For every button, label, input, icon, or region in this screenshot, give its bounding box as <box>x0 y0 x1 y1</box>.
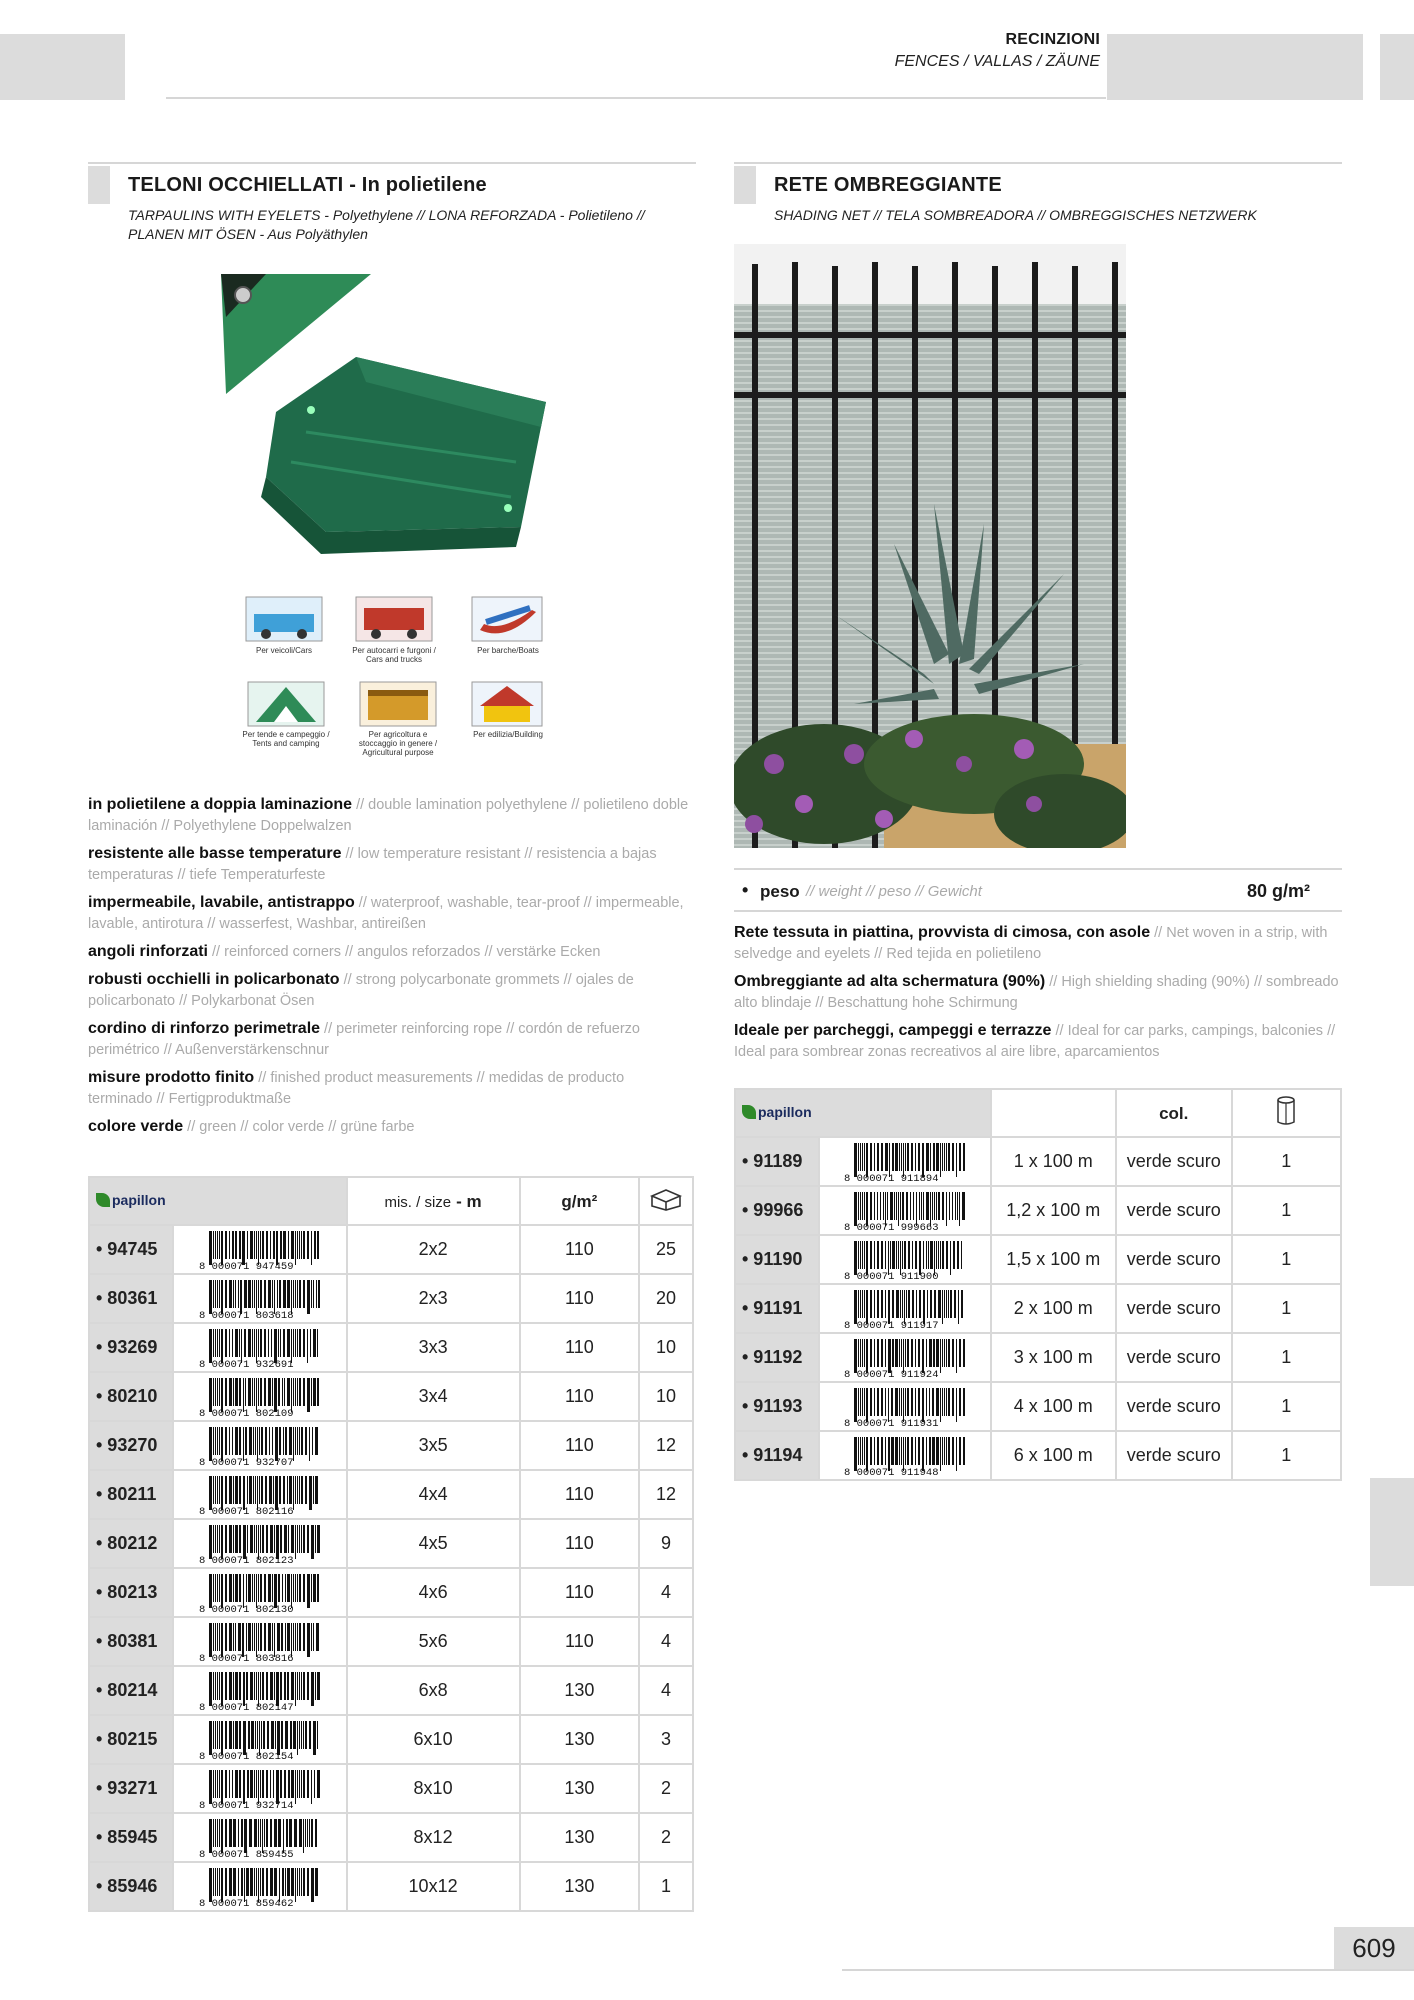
usage-label-building: Per edilizia/Building <box>473 730 543 739</box>
weight-value: 110 <box>520 1617 639 1666</box>
table-row <box>735 1284 1341 1333</box>
barcode <box>197 1278 323 1320</box>
color-value: verde scuro <box>1116 1235 1232 1284</box>
barcode <box>842 1337 968 1379</box>
barcode-cell <box>173 1519 347 1568</box>
table-row <box>89 1372 693 1421</box>
color-value: verde scuro <box>1116 1186 1232 1235</box>
shading-net-subtitle: SHADING NET // TELA SOMBREADORA // OMBREGGISCHES NETZWERK <box>774 207 1257 223</box>
weight-value: 110 <box>520 1421 639 1470</box>
size-value: 3x3 <box>347 1323 520 1372</box>
feature-item: in polietilene a doppia laminazione // double lamination polyethylene // polietileno doble laminación // Polyethylene Doppelwalzen <box>88 796 689 834</box>
weight-value: 110 <box>520 1470 639 1519</box>
pack-quantity: 12 <box>639 1470 693 1519</box>
size-value: 8x12 <box>347 1813 520 1862</box>
product-code: • 85946 <box>89 1862 173 1911</box>
svg-text:8 000071 932714: 8 000071 932714 <box>198 1799 294 1810</box>
color-value: verde scuro <box>1116 1431 1232 1480</box>
barcode <box>197 1621 323 1663</box>
svg-text:8 000071 802154: 8 000071 802154 <box>198 1750 294 1761</box>
header-rule <box>166 97 1106 99</box>
pack-quantity: 20 <box>639 1274 693 1323</box>
usage-label-boats: Per barche/Boats <box>477 646 539 655</box>
pack-quantity: 9 <box>639 1519 693 1568</box>
size-value: 2 x 100 m <box>991 1284 1116 1333</box>
svg-text:8 000071 802130: 8 000071 802130 <box>198 1603 294 1614</box>
shading-net-photo <box>734 244 1126 848</box>
svg-text:8 000071 999663: 8 000071 999663 <box>843 1221 939 1232</box>
usage-label-agriculture: Per agricoltura e stoccaggio in genere / Agricultural purpose <box>358 730 438 757</box>
tarpaulin-title: TELONI OCCHIELLATI - In polietilene <box>128 174 487 196</box>
feature-item: robusti occhielli in policarbonato // strong polycarbonate grommets // ojales de policarbonato // Polykarbonat Ösen <box>88 971 634 1009</box>
pack-quantity: 10 <box>639 1323 693 1372</box>
table-row <box>735 1235 1341 1284</box>
barcode-cell <box>173 1813 347 1862</box>
size-header <box>991 1089 1116 1137</box>
usage-icon-trucks <box>356 597 432 641</box>
table-row <box>89 1274 693 1323</box>
weight-value: 130 <box>520 1862 639 1911</box>
color-value: verde scuro <box>1116 1137 1232 1186</box>
brand-logo-cell <box>89 1177 347 1225</box>
size-value: 4 x 100 m <box>991 1382 1116 1431</box>
color-value: verde scuro <box>1116 1333 1232 1382</box>
product-code: • 91191 <box>735 1284 819 1333</box>
svg-text:8 000071 911894: 8 000071 911894 <box>843 1172 939 1183</box>
category-translations: FENCES / VALLAS / ZÄUNE <box>894 53 1100 70</box>
pack-quantity: 4 <box>639 1666 693 1715</box>
feature-item: colore verde // green // color verde // grüne farbe <box>88 1118 415 1135</box>
usage-icon-building <box>472 682 542 726</box>
svg-text:8 000071 859455: 8 000071 859455 <box>198 1848 294 1859</box>
pack-quantity: 3 <box>639 1715 693 1764</box>
product-code: • 85945 <box>89 1813 173 1862</box>
weight-value: 110 <box>520 1225 639 1274</box>
weight-spec-row <box>734 868 1342 912</box>
barcode-cell <box>173 1323 347 1372</box>
product-code: • 80212 <box>89 1519 173 1568</box>
svg-text:8 000071 911931: 8 000071 911931 <box>843 1417 939 1428</box>
product-code: • 93271 <box>89 1764 173 1813</box>
svg-text:8 000071 859462: 8 000071 859462 <box>198 1897 294 1908</box>
barcode-cell <box>173 1274 347 1323</box>
table-row <box>89 1666 693 1715</box>
page-number: 609 <box>1334 1927 1414 1969</box>
table-row <box>89 1421 693 1470</box>
svg-text:8 000071 932691: 8 000071 932691 <box>198 1358 294 1369</box>
size-value: 6x10 <box>347 1715 520 1764</box>
barcode <box>842 1190 968 1232</box>
barcode <box>197 1474 323 1516</box>
svg-text:8 000071 947459: 8 000071 947459 <box>198 1260 294 1271</box>
barcode-cell <box>173 1372 347 1421</box>
usage-label-trucks: Per autocarri e furgoni / Cars and trucks <box>352 646 436 664</box>
feature-item: angoli rinforzati // reinforced corners // angulos reforzados // verstärke Ecken <box>88 943 601 960</box>
barcode <box>197 1670 323 1712</box>
table-row <box>89 1470 693 1519</box>
product-code: • 80214 <box>89 1666 173 1715</box>
barcode-cell <box>173 1764 347 1813</box>
product-code: • 91190 <box>735 1235 819 1284</box>
product-code: • 80210 <box>89 1372 173 1421</box>
svg-text:8 000071 911900: 8 000071 911900 <box>843 1270 939 1281</box>
pack-quantity: 4 <box>639 1617 693 1666</box>
size-value: 2x3 <box>347 1274 520 1323</box>
tarpaulin-product-image <box>196 262 696 777</box>
barcode-cell <box>173 1715 347 1764</box>
feature-item: resistente alle basse temperature // low temperature resistant // resistencia a bajas temperaturas // tiefe Temperaturfeste <box>88 845 657 883</box>
feature-item: Ombreggiante ad alta schermatura (90%) // High shielding shading (90%) // sombreado alto blindaje // Beschattung hohe Schirmung <box>734 973 1339 1011</box>
size-value: 4x5 <box>347 1519 520 1568</box>
barcode-cell <box>173 1666 347 1715</box>
pack-quantity: 1 <box>1232 1333 1341 1382</box>
barcode <box>197 1523 323 1565</box>
roll-icon <box>1232 1089 1341 1137</box>
svg-text:8 000071 803618: 8 000071 803618 <box>198 1309 294 1320</box>
category-heading <box>895 31 1100 71</box>
weight-value: 130 <box>520 1764 639 1813</box>
usage-icon-tents <box>248 682 324 726</box>
pack-quantity: 1 <box>1232 1284 1341 1333</box>
barcode <box>842 1239 968 1281</box>
size-value: 3x4 <box>347 1372 520 1421</box>
barcode <box>197 1719 323 1761</box>
table-row <box>89 1862 693 1911</box>
pack-quantity: 1 <box>1232 1235 1341 1284</box>
table-row <box>89 1813 693 1862</box>
weight-value: 110 <box>520 1372 639 1421</box>
weight-value: 110 <box>520 1323 639 1372</box>
table-header-row <box>735 1089 1341 1137</box>
header-gray-block-right <box>1107 34 1363 100</box>
brand-logo-cell <box>735 1089 991 1137</box>
barcode-cell <box>819 1431 991 1480</box>
svg-text:8 000071 911917: 8 000071 911917 <box>843 1319 939 1330</box>
product-code: • 91194 <box>735 1431 819 1480</box>
product-code: • 99966 <box>735 1186 819 1235</box>
side-tab <box>1370 1478 1414 1586</box>
size-value: 10x12 <box>347 1862 520 1911</box>
box-icon <box>639 1177 693 1225</box>
barcode-cell <box>173 1862 347 1911</box>
svg-text:8 000071 802116: 8 000071 802116 <box>198 1505 294 1516</box>
barcode-cell <box>173 1568 347 1617</box>
product-code: • 94745 <box>89 1225 173 1274</box>
weight-value: 130 <box>520 1666 639 1715</box>
pack-quantity: 1 <box>639 1862 693 1911</box>
usage-label-tents: Per tende e campeggio / Tents and camping <box>242 730 330 748</box>
barcode-cell <box>173 1225 347 1274</box>
feature-item: Ideale per parcheggi, campeggi e terrazze // Ideal for car parks, campings, balconies // Ideal para sombrear zonas recreativos al aire libre, aparcamientos <box>734 1022 1336 1060</box>
weight-value: 110 <box>520 1568 639 1617</box>
feature-item: Rete tessuta in piattina, provvista di cimosa, con asole // Net woven in a strip, with selvedge and eyelets // Red tejida en polietileno <box>734 924 1328 962</box>
category-title: RECINZIONI <box>1005 31 1100 48</box>
barcode-cell <box>173 1470 347 1519</box>
tarpaulin-subtitle: TARPAULINS WITH EYELETS - Polyethylene // LONA REFORZADA - Polietileno // PLANEN MIT ÖSEN - Aus Polyäthylen <box>128 207 645 242</box>
product-code: • 93270 <box>89 1421 173 1470</box>
weight-value: 110 <box>520 1519 639 1568</box>
shading-net-title: RETE OMBREGGIANTE <box>774 174 1002 196</box>
barcode <box>197 1327 323 1369</box>
color-header: col. <box>1116 1089 1232 1137</box>
weight-bullet: • <box>742 880 749 900</box>
barcode <box>842 1386 968 1428</box>
product-code: • 80215 <box>89 1715 173 1764</box>
tarpaulin-table <box>88 1176 694 1912</box>
color-value: verde scuro <box>1116 1284 1232 1333</box>
barcode-cell <box>819 1333 991 1382</box>
table-row <box>89 1323 693 1372</box>
usage-icon-boats <box>472 597 542 641</box>
table-row <box>735 1382 1341 1431</box>
barcode <box>197 1425 323 1467</box>
pack-quantity: 2 <box>639 1813 693 1862</box>
size-value: 1 x 100 m <box>991 1137 1116 1186</box>
weight-translations: // weight // peso // Gewicht <box>806 883 982 900</box>
barcode-cell <box>173 1421 347 1470</box>
svg-text:8 000071 911924: 8 000071 911924 <box>843 1368 939 1379</box>
pack-quantity: 25 <box>639 1225 693 1274</box>
barcode <box>842 1435 968 1477</box>
barcode <box>842 1141 968 1183</box>
product-code: • 80211 <box>89 1470 173 1519</box>
pack-quantity: 10 <box>639 1372 693 1421</box>
header-gray-block-edge <box>1380 34 1414 100</box>
svg-text:8 000071 802147: 8 000071 802147 <box>198 1701 294 1712</box>
section-rule <box>88 162 696 164</box>
size-value: 3x5 <box>347 1421 520 1470</box>
weight-value: 110 <box>520 1274 639 1323</box>
barcode <box>197 1817 323 1859</box>
size-value: 2x2 <box>347 1225 520 1274</box>
table-row <box>735 1431 1341 1480</box>
weight-label: peso <box>760 882 800 901</box>
size-header: mis. / size - m <box>347 1177 520 1225</box>
size-value: 5x6 <box>347 1617 520 1666</box>
pack-quantity: 4 <box>639 1568 693 1617</box>
barcode-cell <box>819 1382 991 1431</box>
feature-item: misure prodotto finito // finished product measurements // medidas de producto terminado // Fertigproduktmaße <box>88 1069 625 1107</box>
size-value: 3 x 100 m <box>991 1333 1116 1382</box>
table-row <box>89 1225 693 1274</box>
table-row <box>89 1568 693 1617</box>
papillon-logo: papillon <box>742 1104 812 1120</box>
size-value: 8x10 <box>347 1764 520 1813</box>
pack-quantity: 1 <box>1232 1186 1341 1235</box>
svg-text:8 000071 802109: 8 000071 802109 <box>198 1407 294 1418</box>
product-code: • 80361 <box>89 1274 173 1323</box>
size-value: 1,2 x 100 m <box>991 1186 1116 1235</box>
barcode <box>197 1229 323 1271</box>
size-value: 4x6 <box>347 1568 520 1617</box>
pack-quantity: 1 <box>1232 1382 1341 1431</box>
papillon-logo: papillon <box>96 1192 166 1208</box>
shading-net-table <box>734 1088 1342 1481</box>
usage-icon-cars <box>246 597 322 641</box>
shading-net-features <box>734 922 1342 1069</box>
svg-text:8 000071 911948: 8 000071 911948 <box>843 1466 939 1477</box>
pack-quantity: 12 <box>639 1421 693 1470</box>
product-code: • 80213 <box>89 1568 173 1617</box>
weight-header: g/m² <box>520 1177 639 1225</box>
section-rule <box>734 162 1342 164</box>
usage-icon-agriculture <box>360 682 436 726</box>
product-code: • 80381 <box>89 1617 173 1666</box>
size-value: 1,5 x 100 m <box>991 1235 1116 1284</box>
usage-label-cars: Per veicoli/Cars <box>255 646 312 655</box>
barcode-cell <box>173 1617 347 1666</box>
barcode-cell <box>819 1284 991 1333</box>
tarpaulin-features <box>88 794 692 1144</box>
barcode-cell <box>819 1137 991 1186</box>
table-row <box>89 1519 693 1568</box>
feature-item: cordino di rinforzo perimetrale // perimeter reinforcing rope // cordón de refuerzo perimétrico // Außenverstärkenschnur <box>88 1020 640 1058</box>
svg-text:8 000071 803816: 8 000071 803816 <box>198 1652 294 1663</box>
barcode <box>197 1572 323 1614</box>
barcode <box>842 1288 968 1330</box>
product-code: • 91193 <box>735 1382 819 1431</box>
svg-text:8 000071 932707: 8 000071 932707 <box>198 1456 294 1467</box>
feature-item: impermeabile, lavabile, antistrappo // waterproof, washable, tear-proof // impermeable, lavable, antirotura // wasserfest, Washbar, antireißen <box>88 894 684 932</box>
table-row <box>735 1137 1341 1186</box>
tarpaulin-section-header <box>88 162 696 242</box>
pack-quantity: 2 <box>639 1764 693 1813</box>
barcode <box>197 1376 323 1418</box>
size-value: 6x8 <box>347 1666 520 1715</box>
table-row <box>89 1617 693 1666</box>
table-row <box>89 1764 693 1813</box>
header-gray-block-left <box>0 34 125 100</box>
pack-quantity: 1 <box>1232 1137 1341 1186</box>
color-value: verde scuro <box>1116 1382 1232 1431</box>
table-row <box>735 1333 1341 1382</box>
pack-quantity: 1 <box>1232 1431 1341 1480</box>
weight-value: 80 g/m² <box>1246 881 1310 901</box>
table-row <box>89 1715 693 1764</box>
table-row <box>735 1186 1341 1235</box>
product-code: • 93269 <box>89 1323 173 1372</box>
barcode <box>197 1768 323 1810</box>
section-marker <box>88 166 110 204</box>
size-value: 6 x 100 m <box>991 1431 1116 1480</box>
svg-text:8 000071 802123: 8 000071 802123 <box>198 1554 294 1565</box>
weight-value: 130 <box>520 1813 639 1862</box>
shading-net-section-header <box>734 162 1342 242</box>
size-value: 4x4 <box>347 1470 520 1519</box>
table-header-row <box>89 1177 693 1225</box>
product-code: • 91189 <box>735 1137 819 1186</box>
section-marker <box>734 166 756 204</box>
weight-value: 130 <box>520 1715 639 1764</box>
barcode <box>197 1866 323 1908</box>
footer-rule <box>842 1969 1414 1971</box>
barcode-cell <box>819 1186 991 1235</box>
product-code: • 91192 <box>735 1333 819 1382</box>
barcode-cell <box>819 1235 991 1284</box>
